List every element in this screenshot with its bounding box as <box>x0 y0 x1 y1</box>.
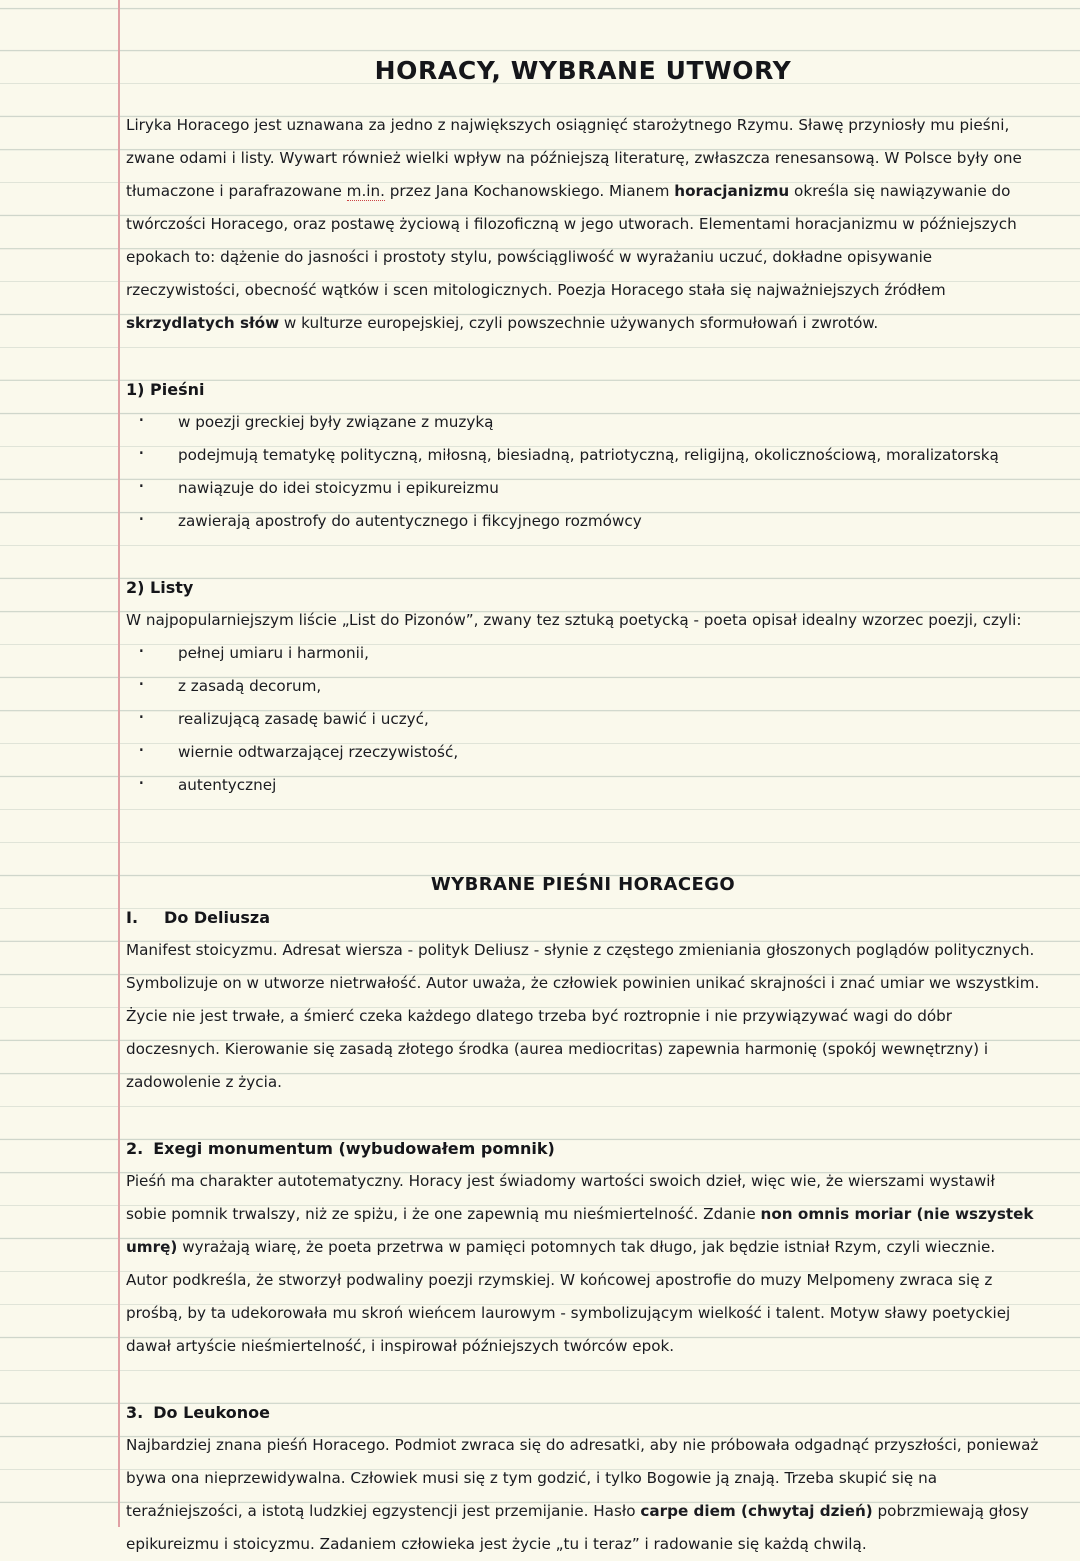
song-2-name: Exegi monumentum (wybudowałem pomnik) <box>153 1139 555 1158</box>
spacer <box>126 1099 1040 1132</box>
song-3-heading <box>126 1396 1040 1429</box>
section1-bullet-list <box>126 406 1040 538</box>
intro-bold-horacjanizmu: horacjanizmu <box>674 182 790 200</box>
section-heading-piesni: 1) Pieśni <box>126 380 205 399</box>
note-content <box>126 0 1040 1553</box>
song-2-body <box>126 1165 1040 1363</box>
intro-bold-skrzydlate: skrzydlatych słów <box>126 314 280 332</box>
intro-paragraph <box>126 109 1040 340</box>
list-item: · z zasadą decorum, <box>126 670 1040 703</box>
song-2-bold-phrase: non omnis moriar (nie wszystek umrę) <box>126 1205 1034 1256</box>
song-2-text-2: wyrażają wiarę, że poeta przetrwa w pamięci potomnych tak długo, jak będzie istniał Rzym, czyli wiecznie. Autor podkreśla, że stworzył podwaliny poezji rzymskiej. W końcowej apostrofie do muzy Melpomeny zwraca się z prośbą, by ta udekorowała mu skroń wieńcem laurowym - symbolizującym wielkość i talent. Motyw sławy poetyckiej dawał artyście nieśmiertelność, i inspirował późniejszych twórców epok. <box>126 1238 1011 1355</box>
section-heading-listy: 2) Listy <box>126 578 194 597</box>
intro-text-1: Liryka Horacego jest uznawana za jedno z największych osiągnięć starożytnego Rzymu. Sławę przyniosły mu pieśni, zwane odami i listy. Wywart również wielki wpływ na późniejszą literaturę, zwłaszcza renesansową. W Polsce były one tłumaczone i parafrazowane <box>126 116 1022 200</box>
page-title: HORACY, WYBRANE UTWORY <box>374 56 792 85</box>
song-2-number: 2. <box>126 1139 144 1158</box>
section2-bullet-list <box>126 637 1040 802</box>
list-item: · realizującą zasadę bawić i uczyć, <box>126 703 1040 736</box>
song-3-number: 3. <box>126 1403 144 1422</box>
intro-text-3: określa się nawiązywanie do twórczości Horacego, oraz postawę życiową i filozoficzną w jego utworach. Elementami horacjanizmu w późniejszych epokach to: dążenie do jasności i prostoty stylu, powściągliwość w wyrażaniu uczuć, dokładne opisywanie rzeczywistości, obecność wątków i scen mitologicznych. Poezja Horacego stała się najważniejszych źródłem <box>126 182 1017 299</box>
song-3-text-1: Najbardziej znana pieśń Horacego. Podmiot zwraca się do adresatki, aby nie próbowała odgadnąć przyszłości, ponieważ bywa ona nieprzewidywalna. Człowiek musi się z tym godzić, i tylko Bogowie ją znają. Trzeba skupić się na teraźniejszości, a istotą ludzkiej egzystencji jest przemijanie. Hasło <box>126 1436 1039 1520</box>
song-3-body <box>126 1429 1040 1561</box>
spacer <box>126 1363 1040 1396</box>
song-3-name: Do Leukonoe <box>153 1403 270 1422</box>
list-item: · wiernie odtwarzającej rzeczywistość, <box>126 736 1040 769</box>
section2-lead-paragraph: W najpopularniejszym liście „List do Pizonów”, zwany tez sztuką poetycką - poeta opisał idealny wzorzec poezji, czyli: <box>126 611 1022 629</box>
song-2-text-1: Pieśń ma charakter autotematyczny. Horacy jest świadomy wartości swoich dzieł, więc wie, że wierszami wystawił sobie pomnik trwalszy, niż ze spiżu, i że one zapewnią mu nieśmiertelność. Zdanie <box>126 1172 995 1223</box>
song-1-name: Do Deliusza <box>164 908 270 927</box>
song-1-body: Manifest stoicyzmu. Adresat wiersza - polityk Deliusz - słynie z częstego zmieniania głoszonych poglądów politycznych. Symbolizuje on w utworze nietrwałość. Autor uważa, że człowiek powinien unikać skrajności i znać umiar we wszystkim. Życie nie jest trwałe, a śmierć czeka każdego dlatego trzeba być roztropnie i nie przywiązywać wagi do dóbr doczesnych. Kierowanie się zasadą złotego środka (aurea mediocritas) zapewnia harmonię (spokój wewnętrzny) i zadowolenie z życia. <box>126 941 1040 1091</box>
songs-section-heading: WYBRANE PIEŚNI HORACEGO <box>430 874 736 895</box>
list-item: · zawierają apostrofy do autentycznego i fikcyjnego rozmówcy <box>126 505 1040 538</box>
song-1-heading <box>126 901 1040 934</box>
intro-text-2: przez Jana Kochanowskiego. Mianem <box>384 182 675 200</box>
margin-rule-line <box>118 0 120 1527</box>
song-3-bold-phrase: carpe diem (chwytaj dzień) <box>640 1502 873 1520</box>
song-3-text-2: pobrzmiewają głosy epikureizmu i stoicyzmu. Zadaniem człowieka jest życie „tu i teraz” i radowanie się każdą chwilą. <box>126 1502 1029 1553</box>
intro-text-4: w kulturze europejskiej, czyli powszechnie używanych sformułowań i zwrotów. <box>279 314 879 332</box>
list-item: · w poezji greckiej były związane z muzyką <box>126 406 1040 439</box>
list-item: · autentycznej <box>126 769 1040 802</box>
song-1-number: I. <box>126 908 139 927</box>
list-item: · pełnej umiaru i harmonii, <box>126 637 1040 670</box>
list-item: · podejmują tematykę polityczną, miłosną, biesiadną, patriotyczną, religijną, okolicznościową, moralizatorską <box>126 439 1040 472</box>
list-item: · nawiązuje do idei stoicyzmu i epikureizmu <box>126 472 1040 505</box>
intro-abbrev: m.in. <box>346 182 385 200</box>
song-2-heading <box>126 1132 1040 1165</box>
